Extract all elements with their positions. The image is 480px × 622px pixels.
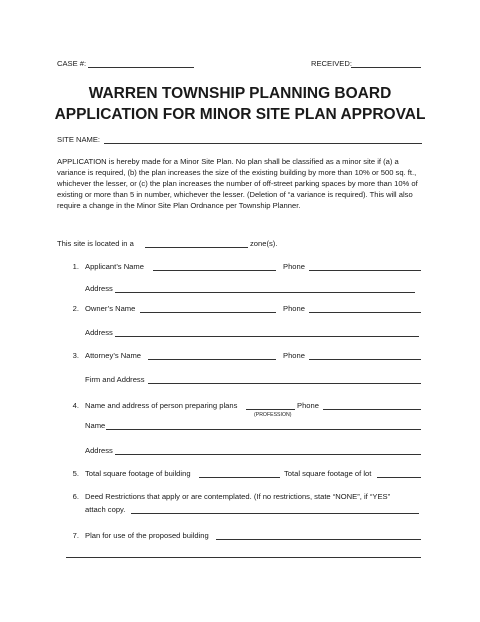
owner-phone-field[interactable] <box>309 312 421 313</box>
owner-address-field[interactable] <box>115 336 419 337</box>
owner-address-label: Address <box>85 328 113 337</box>
attorney-name-label: Attorney’s Name <box>85 351 141 360</box>
preparer-phone-label: Phone <box>297 401 319 410</box>
building-footage-label: Total square footage of building <box>85 469 191 478</box>
applicant-phone-field[interactable] <box>309 270 421 271</box>
received-field[interactable] <box>351 67 421 68</box>
lot-footage-label: Total square footage of lot <box>284 469 372 478</box>
preparer-phone-field[interactable] <box>323 409 421 410</box>
form-title-line1: WARREN TOWNSHIP PLANNING BOARD <box>88 85 392 102</box>
item-number-7: 7. <box>72 531 79 540</box>
attach-copy-label: attach copy. <box>85 505 126 514</box>
item-number-2: 2. <box>72 304 79 313</box>
case-number-field[interactable] <box>88 67 194 68</box>
zone-field[interactable] <box>145 247 248 248</box>
building-footage-field[interactable] <box>199 477 280 478</box>
item-number-6: 6. <box>72 492 79 501</box>
owner-phone-label: Phone <box>283 304 305 313</box>
attorney-firm-label: Firm and Address <box>85 375 145 384</box>
attorney-phone-field[interactable] <box>309 359 421 360</box>
owner-name-label: Owner’s Name <box>85 304 136 313</box>
form-title-line2: APPLICATION FOR MINOR SITE PLAN APPROVAL <box>54 106 426 123</box>
applicant-name-label: Applicant’s Name <box>85 262 144 271</box>
preparer-name-field[interactable] <box>106 429 421 430</box>
preparer-address-field[interactable] <box>115 454 421 455</box>
applicant-phone-label: Phone <box>283 262 305 271</box>
applicant-address-field[interactable] <box>115 292 415 293</box>
site-name-field[interactable] <box>104 143 422 144</box>
applicant-name-field[interactable] <box>153 270 276 271</box>
preparer-address-label: Address <box>85 446 113 455</box>
item-number-4: 4. <box>72 401 79 410</box>
case-number-label: CASE #: <box>57 59 87 68</box>
item-number-1: 1. <box>72 262 79 271</box>
profession-caption: (PROFESSION) <box>254 412 292 418</box>
applicant-address-label: Address <box>85 284 113 293</box>
preparer-label: Name and address of person preparing plans <box>85 401 238 410</box>
lot-footage-field[interactable] <box>377 477 421 478</box>
attorney-firm-field[interactable] <box>148 383 421 384</box>
plan-use-field[interactable] <box>216 539 421 540</box>
attorney-name-field[interactable] <box>148 359 276 360</box>
site-name-label: SITE NAME: <box>57 135 101 144</box>
item-number-3: 3. <box>72 351 79 360</box>
received-label: RECEIVED: <box>311 59 352 68</box>
deed-restrictions-text: Deed Restrictions that apply or are contemplated. (If no restrictions, state “NONE”, if “YES” <box>85 492 391 501</box>
intro-paragraph: APPLICATION is hereby made for a Minor Site Plan. No plan shall be classified as a minor site if (a) a variance is required, (b) the plan increases the size of the existing building by more than 10% or 500 sq. ft., whichever the lesser, or (c) the plan increases the number of off-street parking spaces by more than 10% of existing or more than 5 in number, whichever the lesser. (Deletion of “a variance is required). This will also require a change in the Minor Site Plan Ordnance per Township Planner. <box>57 157 418 210</box>
owner-name-field[interactable] <box>140 312 276 313</box>
plan-use-field-continued[interactable] <box>66 557 421 558</box>
attorney-phone-label: Phone <box>283 351 305 360</box>
deed-restrictions-field[interactable] <box>131 513 419 514</box>
zone-suffix: zone(s). <box>250 239 278 248</box>
zone-prefix: This site is located in a <box>57 239 134 248</box>
preparer-profession-field[interactable] <box>246 409 295 410</box>
item-number-5: 5. <box>72 469 79 478</box>
plan-use-label: Plan for use of the proposed building <box>85 531 209 540</box>
preparer-name-label: Name <box>85 421 106 430</box>
